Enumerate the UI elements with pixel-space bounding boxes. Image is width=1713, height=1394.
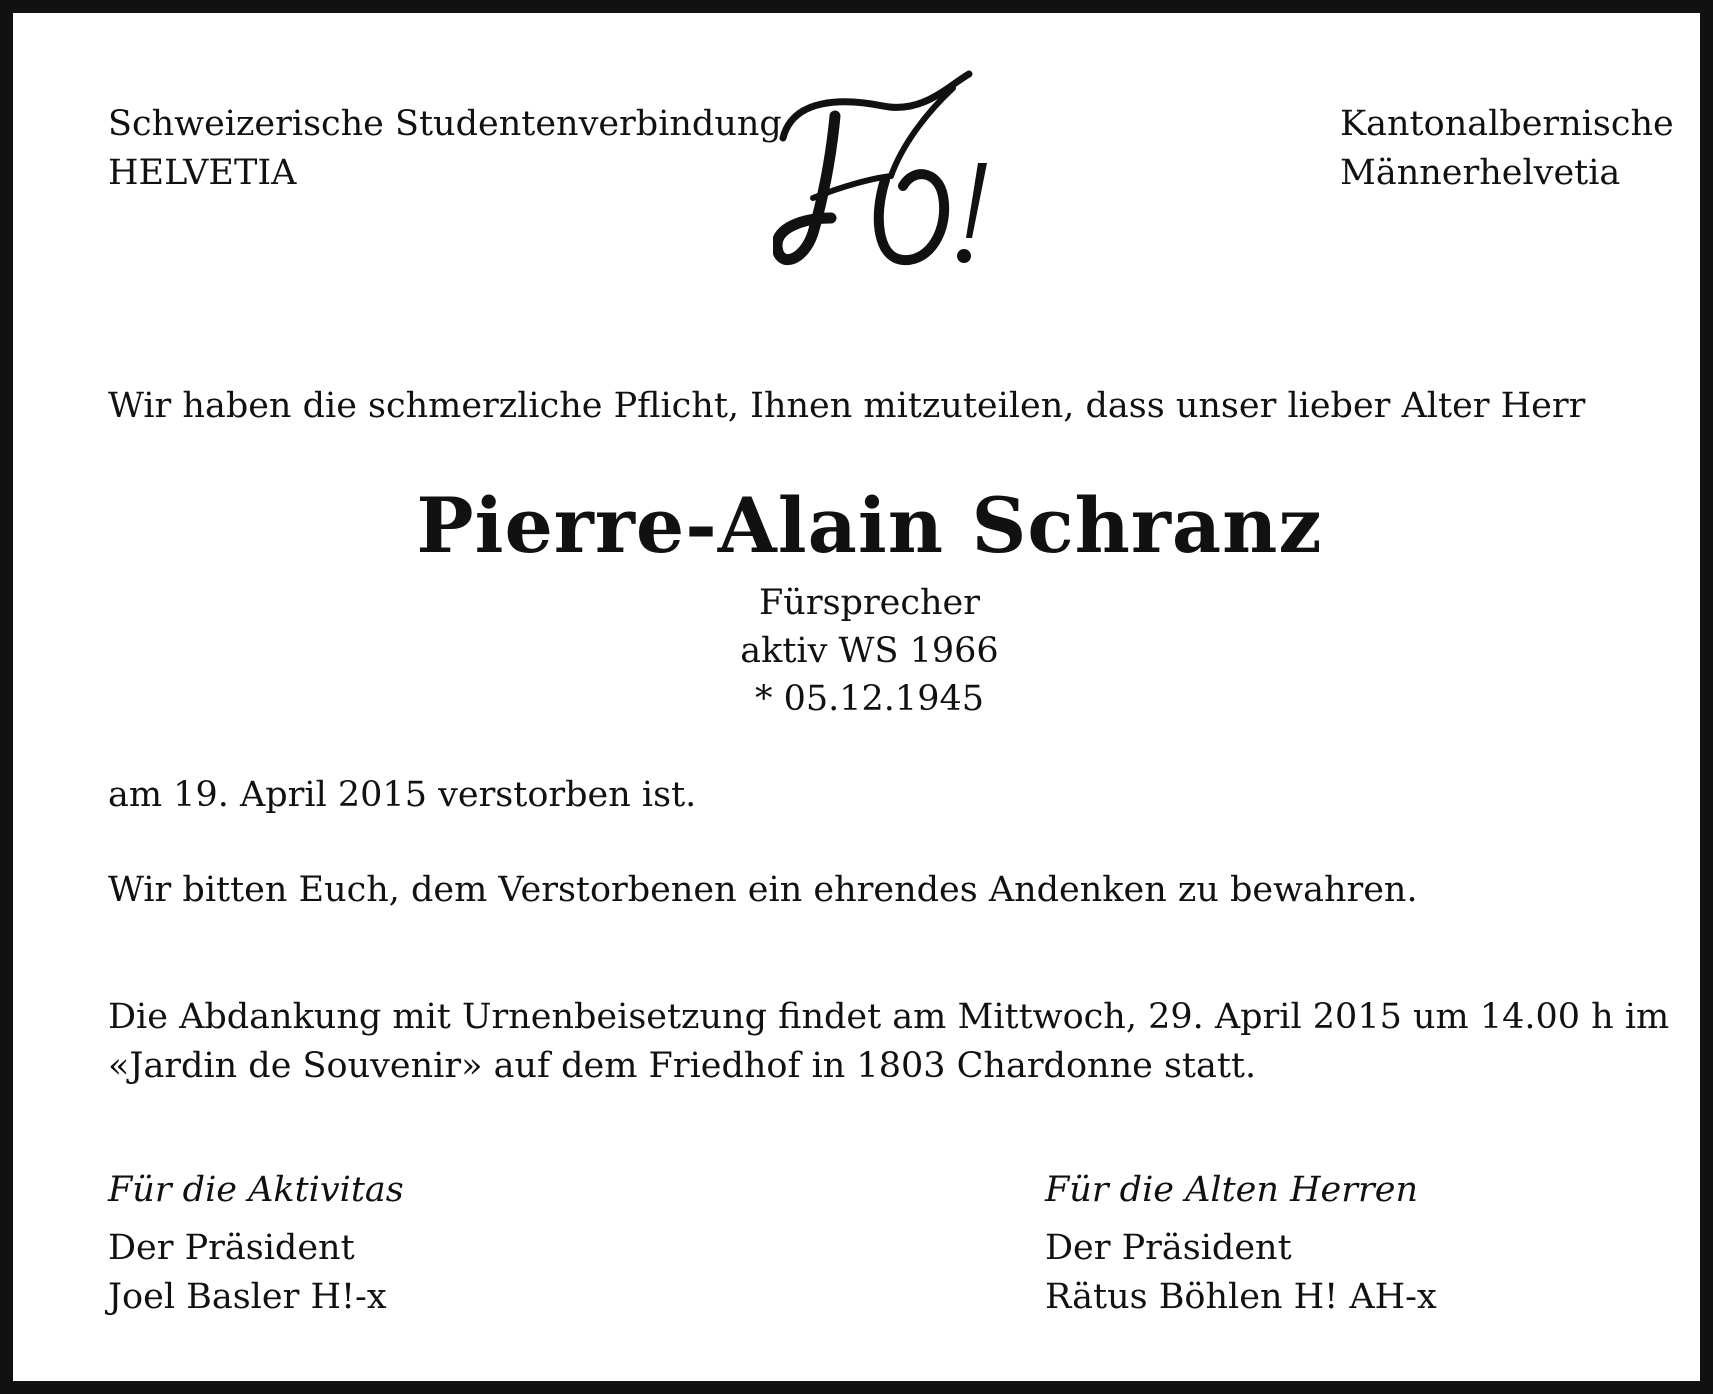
signature-role: Der Präsident [1045,1228,1292,1268]
signature-alte-herren [1045,1166,1437,1322]
association-short-name: HELVETIA [108,153,297,193]
header-left [108,100,782,198]
signature-role: Der Präsident [108,1228,355,1268]
signature-name: Joel Basler H!-x [108,1277,387,1317]
signature-heading: Für die Alten Herren [1045,1170,1418,1210]
remembrance-text: Wir bitten Euch, dem Verstorbenen ein ehrendes Andenken zu bewahren. [108,870,1418,910]
signature-heading: Für die Aktivitas [108,1170,404,1210]
funeral-line-1: Die Abdankung mit Urnenbeisetzung findet am Mittwoch, 29. April 2015 um 14.00 h im [108,997,1670,1037]
deceased-details [13,579,1713,723]
cantonal-section-line2: Männerhelvetia [1340,153,1621,193]
profession: Fürsprecher [759,583,980,623]
intro-text: Wir haben die schmerzliche Pflicht, Ihnen mitzuteilen, dass unser lieber Alter Herr [108,386,1586,426]
funeral-line-2: «Jardin de Souvenir» auf dem Friedhof in 1803 Chardonne statt. [108,1046,1257,1086]
death-date-text: am 19. April 2015 verstorben ist. [108,775,697,815]
association-name: Schweizerische Studentenverbindung [108,104,782,144]
funeral-info [108,993,1669,1091]
header-right [1340,100,1674,198]
active-semester: aktiv WS 1966 [740,631,999,671]
birth-date: * 05.12.1945 [754,679,985,719]
deceased-name: Pierre-Alain Schranz [416,481,1323,570]
helvetia-monogram-logo [773,68,1001,278]
cantonal-section-line1: Kantonalbernische [1340,104,1674,144]
signature-name: Rätus Böhlen H! AH-x [1045,1277,1437,1317]
signature-aktivitas [108,1166,404,1322]
